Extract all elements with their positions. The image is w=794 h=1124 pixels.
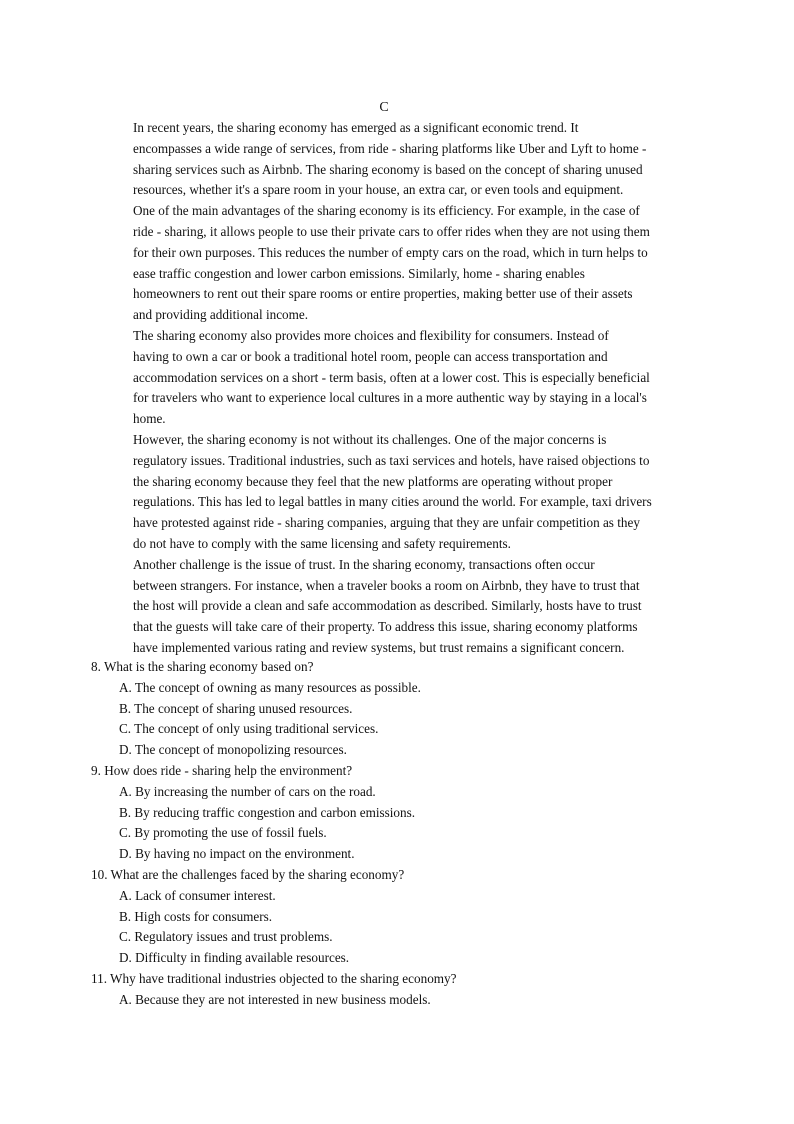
passage-line: sharing services such as Airbnb. The sharing economy is based on the concept of sharing unused (133, 161, 643, 177)
passage-paragraph-1 (119, 118, 681, 201)
passage-line: ride - sharing, it allows people to use their private cars to offer rides when they are not using them (133, 223, 650, 239)
passage-line: regulations. This has led to legal battles in many cities around the world. For example, taxi drivers (133, 494, 652, 510)
question-11 (91, 969, 691, 1011)
passage-line: Another challenge is the issue of trust. In the sharing economy, transactions often occur (133, 556, 595, 572)
question-stem: 9. How does ride - sharing help the environment? (91, 762, 353, 778)
passage-paragraph-2 (119, 201, 681, 326)
passage-paragraph-4 (119, 430, 681, 555)
answer-option: D. By having no impact on the environment. (119, 846, 355, 862)
passage-line: for their own purposes. This reduces the number of empty cars on the road, which in turn helps to (133, 244, 648, 260)
question-10 (91, 865, 691, 969)
passage-line: home. (133, 411, 166, 427)
section-letter: C (379, 100, 389, 115)
passage-line: The sharing economy also provides more choices and flexibility for consumers. Instead of (133, 327, 609, 343)
answer-option: C. Regulatory issues and trust problems. (119, 929, 333, 945)
passage-line: that the guests will take care of their property. To address this issue, sharing economy platforms (133, 619, 638, 635)
passage-line: homeowners to rent out their spare rooms or entire properties, making better use of their assets (133, 286, 633, 302)
answer-option: D. Difficulty in finding available resources. (119, 950, 350, 966)
passage-line: for travelers who want to experience local cultures in a more authentic way by staying in a local's (133, 390, 647, 406)
passage-line: ease traffic congestion and lower carbon emissions. Similarly, home - sharing enables (133, 265, 585, 281)
passage-line: However, the sharing economy is not without its challenges. One of the major concerns is (133, 431, 607, 447)
question-stem: 11. Why have traditional industries objected to the sharing economy? (91, 970, 457, 986)
answer-option: A. By increasing the number of cars on the road. (119, 783, 376, 799)
answer-option: A. The concept of owning as many resources as possible. (119, 679, 421, 695)
passage-line: In recent years, the sharing economy has emerged as a significant economic trend. It (133, 120, 579, 135)
passage-line: between strangers. For instance, when a traveler books a room on Airbnb, they have to trust that (133, 577, 640, 593)
passage-line: have implemented various rating and review systems, but trust remains a significant concern. (133, 639, 625, 655)
passage-line: having to own a car or book a traditional hotel room, people can access transportation and (133, 348, 608, 364)
passage-paragraph-3 (119, 326, 681, 430)
passage-line: the host will provide a clean and safe accommodation as described. Similarly, hosts have to trust (133, 598, 642, 614)
question-stem: 8. What is the sharing economy based on? (91, 659, 314, 674)
answer-option: C. The concept of only using traditional services. (119, 721, 379, 737)
passage-line: encompasses a wide range of services, from ride - sharing platforms like Uber and Lyft to home - (133, 140, 647, 156)
answer-option: A. Because they are not interested in new business models. (119, 991, 431, 1007)
answer-option: B. The concept of sharing unused resources. (119, 700, 353, 716)
passage-line: do not have to comply with the same licensing and safety requirements. (133, 535, 511, 551)
answer-option: C. By promoting the use of fossil fuels. (119, 825, 327, 841)
passage-paragraph-5 (119, 555, 681, 659)
question-8 (91, 657, 691, 761)
answer-option: A. Lack of consumer interest. (119, 887, 276, 903)
answer-option: B. By reducing traffic congestion and carbon emissions. (119, 804, 416, 820)
passage-line: and providing additional income. (133, 307, 309, 323)
answer-option: B. High costs for consumers. (119, 908, 273, 924)
question-stem: 10. What are the challenges faced by the sharing economy? (91, 866, 405, 882)
passage-line: the sharing economy because they feel that the new platforms are operating without proper (133, 473, 613, 489)
passage-line: resources, whether it's a spare room in your house, an extra car, or even tools and equipment. (133, 182, 624, 198)
passage-line: have protested against ride - sharing companies, arguing that they are unfair competition as they (133, 515, 640, 531)
question-list (91, 657, 691, 1011)
reading-passage (119, 118, 681, 659)
passage-line: regulatory issues. Traditional industries, such as taxi services and hotels, have raised objections to (133, 452, 650, 468)
passage-line: accommodation services on a short - term basis, often at a lower cost. This is especially beneficial (133, 369, 650, 385)
passage-line: One of the main advantages of the sharing economy is its efficiency. For example, in the case of (133, 203, 640, 219)
answer-option: D. The concept of monopolizing resources. (119, 742, 347, 758)
question-9 (91, 761, 691, 865)
